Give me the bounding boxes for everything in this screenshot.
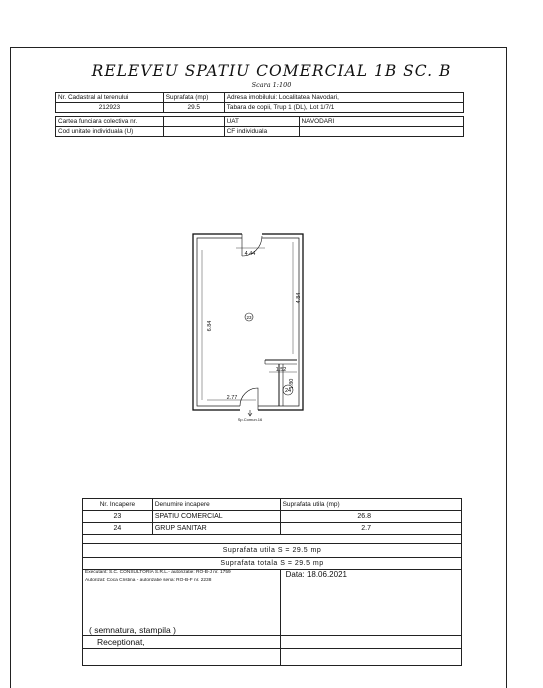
dim-180-label: 1.80 (289, 378, 295, 390)
rooms-table (82, 498, 462, 666)
header-table (55, 92, 464, 113)
col-denumire-header: Denumire incapere (152, 499, 280, 511)
table-row: 24 GRUP SANITAR 2.7 (83, 523, 462, 535)
receptionat: Receptionat, (83, 636, 281, 649)
nr-cadastral-label: Nr. Cadastral al terenului (56, 93, 164, 103)
dim-top-label: 4.44 (244, 251, 256, 257)
adresa-value: Tabara de copii, Trup 1 (DL), Lot 1/7/1 (224, 103, 463, 113)
dim-277-label: 2.77 (226, 395, 238, 401)
room-23-label: 23 (246, 315, 252, 320)
col-suprafata-header: Suprafata utila (mp) (280, 499, 461, 511)
suprafata-totala: Suprafata totala S = 29.5 mp (83, 558, 462, 570)
carte-funciara-label: Cartea funciara colectiva nr. (56, 117, 164, 127)
adresa-label: Adresa imobilului: Localitatea Navodari, (224, 93, 463, 103)
uat-label: UAT (224, 117, 299, 127)
scale-label: Scara 1:100 (251, 81, 292, 89)
cf-individuala-label: CF individuala (224, 127, 299, 137)
header-table-2 (55, 116, 464, 137)
nr-cadastral-value: 212923 (56, 103, 164, 113)
dim-right-label: 4.84 (296, 292, 302, 304)
autorizat: Autorizat: Coca Cristina - autorizatie seria: RO-B-F nr. 2238 (83, 578, 281, 620)
table-row: 23 SPATIU COMERCIAL 26.8 (83, 511, 462, 523)
dim-152-label: 1.52 (275, 367, 287, 373)
cod-unitate-label: Cod unitate individuala (U) (56, 127, 164, 137)
uat-value: NAVODARI (299, 117, 463, 127)
data-date: Data: 18.06.2021 (280, 570, 461, 636)
suprafata-value: 29.5 (163, 103, 224, 113)
suprafata-utila: Suprafata utila S = 29.5 mp (83, 544, 462, 558)
entrance-label: Sp.Comun.16 (237, 417, 263, 422)
page-title: RELEVEU SPATIU COMERCIAL 1B SC. B (91, 62, 452, 80)
dim-left-label: 6.84 (207, 320, 213, 332)
room-24-label: 24 (284, 388, 292, 394)
semnatura: ( semnatura, stampila ) (83, 620, 281, 636)
suprafata-label: Suprafata (mp) (163, 93, 224, 103)
col-nr-header: Nr. Incapere (83, 499, 153, 511)
executant: Executant: S.C. CONSULTORIA S.R.L.- autorizatie: RO-B-J nr. 1759 (83, 570, 281, 579)
floor-plan (180, 228, 320, 438)
